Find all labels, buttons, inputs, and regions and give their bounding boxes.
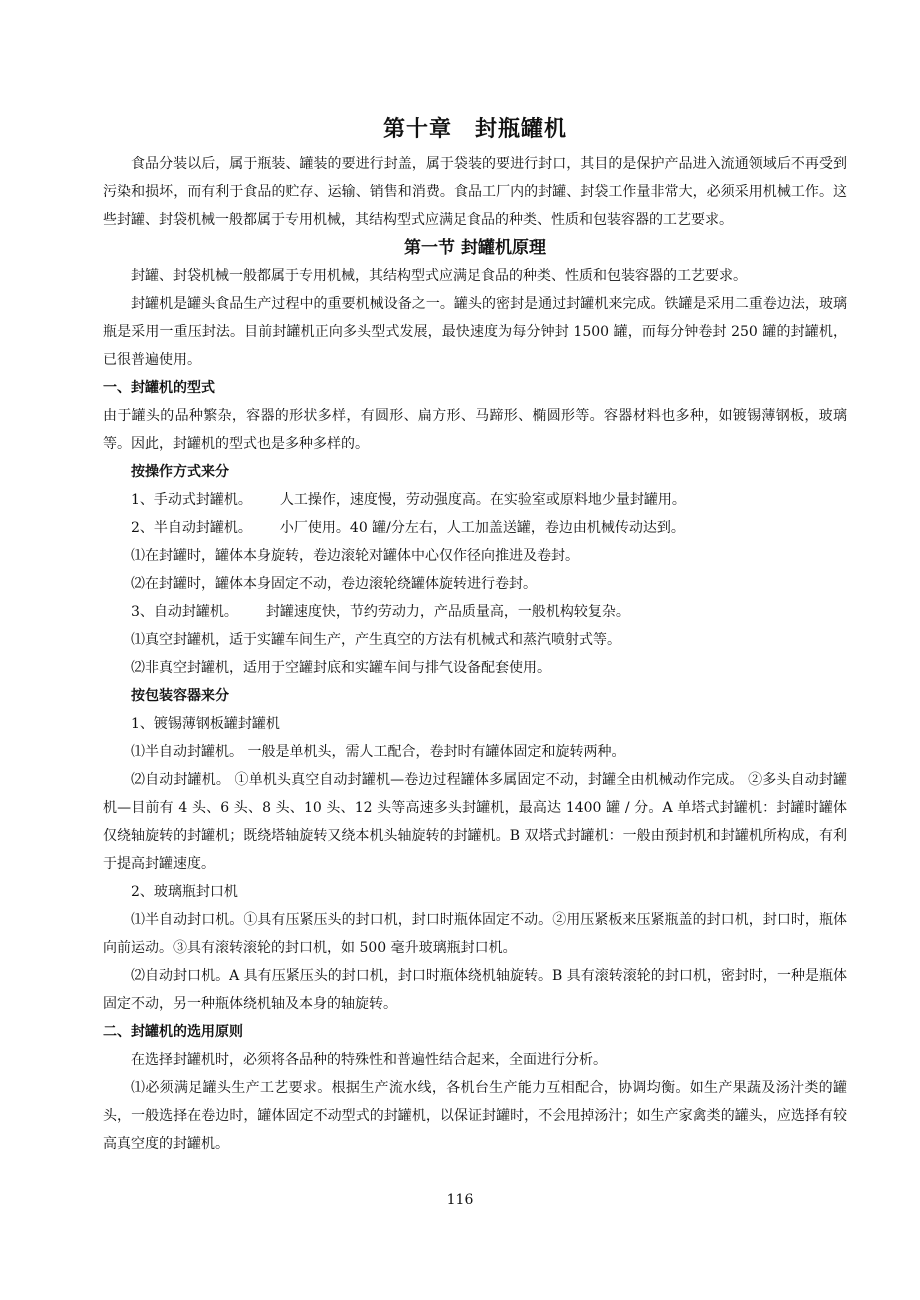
section-paragraph-1: 封罐、封袋机械一般都属于专用机械，其结构型式应满足食品的种类、性质和包装容器的工艺要求。	[131, 268, 747, 284]
selection-paragraph-2: ⑴必须满足罐头生产工艺要求。根据生产流水线，各机台生产能力互相配合，协调均衡。如生产果蔬及汤汁类的罐头，一般选择在卷边时，罐体固定不动型式的封罐机，以保证封罐时，不会甩掉汤汁；如生产家禽类的罐头，应选择有较高真空度的封罐机。	[103, 1080, 847, 1152]
document-body	[103, 112, 847, 1158]
subheading-by-container: 按包装容器来分	[131, 688, 229, 704]
subheading-by-operation: 按操作方式来分	[131, 464, 229, 480]
pkg-item-1a: ⑴半自动封罐机。 一般是单机头，需人工配合，卷封时有罐体固定和旋转两种。	[131, 744, 626, 760]
heading-selection: 二、封罐机的选用原则	[103, 1024, 243, 1040]
op-item-1	[103, 486, 847, 514]
pkg-item-2: 2、玻璃瓶封口机	[131, 884, 238, 900]
heading-types: 一、封罐机的型式	[103, 380, 215, 396]
section-paragraph-2: 封罐机是罐头食品生产过程中的重要机械设备之一。罐头的密封是通过封罐机来完成。铁罐是采用二重卷边法，玻璃瓶是采用一重压封法。目前封罐机正向多头型式发展，最快速度为每分钟封 1500 罐，而每分钟卷封 250 罐的封罐机，已很普遍使用。	[103, 296, 847, 368]
op-item-2-desc: 小厂使用。40 罐/分左右，人工加盖送罐，卷边由机械传动达到。	[279, 520, 685, 536]
op-item-3a: ⑴真空封罐机，适于实罐车间生产，产生真空的方法有机械式和蒸汽喷射式等。	[131, 632, 621, 648]
op-item-2-name: 2、半自动封罐机。	[131, 520, 252, 536]
op-item-1-name: 1、手动式封罐机。	[131, 492, 252, 508]
op-item-3b: ⑵非真空封罐机，适用于空罐封底和实罐车间与排气设备配套使用。	[131, 660, 551, 676]
op-item-2a: ⑴在封罐时，罐体本身旋转，卷边滚轮对罐体中心仅作径向推进及卷封。	[131, 548, 579, 564]
pkg-item-1b: ⑵自动封罐机。 ①单机头真空自动封罐机—卷边过程罐体多属固定不动，封罐全由机械动作完成。 ②多头自动封罐机—目前有 4 头、6 头、8 头、10 头、12 头等高速多头封罐机，最高达 1400 罐 / 分。A 单塔式封罐机：封罐时罐体仅绕轴旋转的封罐机；既绕塔轴旋转又绕本机头轴旋转的封罐机。B 双塔式封罐机：一般由预封机和封罐机所构成，有利于提高封罐速度。	[103, 772, 847, 872]
op-item-1-desc: 人工操作，速度慢，劳动强度高。在实验室或原料地少量封罐用。	[279, 492, 686, 508]
op-item-3	[103, 598, 847, 626]
op-item-2	[103, 514, 847, 542]
op-item-3-name: 3、自动封罐机。	[131, 604, 238, 620]
pkg-item-2a: ⑴半自动封口机。①具有压紧压头的封口机，封口时瓶体固定不动。②用压紧板来压紧瓶盖的封口机，封口时，瓶体向前运动。③具有滚转滚轮的封口机，如 500 毫升玻璃瓶封口机。	[103, 912, 847, 956]
section-title: 第一节 封罐机原理	[404, 238, 546, 258]
op-item-2b: ⑵在封罐时，罐体本身固定不动，卷边滚轮绕罐体旋转进行卷封。	[131, 576, 537, 592]
pkg-item-2b: ⑵自动封口机。A 具有压紧压头的封口机，封口时瓶体绕机轴旋转。B 具有滚转滚轮的封口机，密封时，一种是瓶体固定不动，另一种瓶体绕机轴及本身的轴旋转。	[103, 968, 847, 1012]
pkg-item-1: 1、镀锡薄钢板罐封罐机	[131, 716, 280, 732]
op-item-3-desc: 封罐速度快，节约劳动力，产品质量高，一般机构较复杂。	[265, 604, 630, 620]
types-paragraph: 由于罐头的品种繁杂，容器的形状多样，有圆形、扁方形、马蹄形、椭圆形等。容器材料也多种，如镀锡薄钢板，玻璃等。因此，封罐机的型式也是多种多样的。	[103, 408, 847, 452]
page-number: 116	[446, 1192, 474, 1208]
chapter-title: 第十章 封瓶罐机	[382, 117, 567, 142]
selection-paragraph-1: 在选择封罐机时，必须将各品种的特殊性和普遍性结合起来，全面进行分析。	[131, 1052, 607, 1068]
intro-paragraph: 食品分装以后，属于瓶装、罐装的要进行封盖，属于袋装的要进行封口，其目的是保护产品进入流通领域后不再受到污染和损坏，而有利于食品的贮存、运输、销售和消费。食品工厂内的封罐、封袋工作量非常大，必须采用机械工作。这些封罐、封袋机械一般都属于专用机械，其结构型式应满足食品的种类、性质和包装容器的工艺要求。	[103, 156, 847, 228]
